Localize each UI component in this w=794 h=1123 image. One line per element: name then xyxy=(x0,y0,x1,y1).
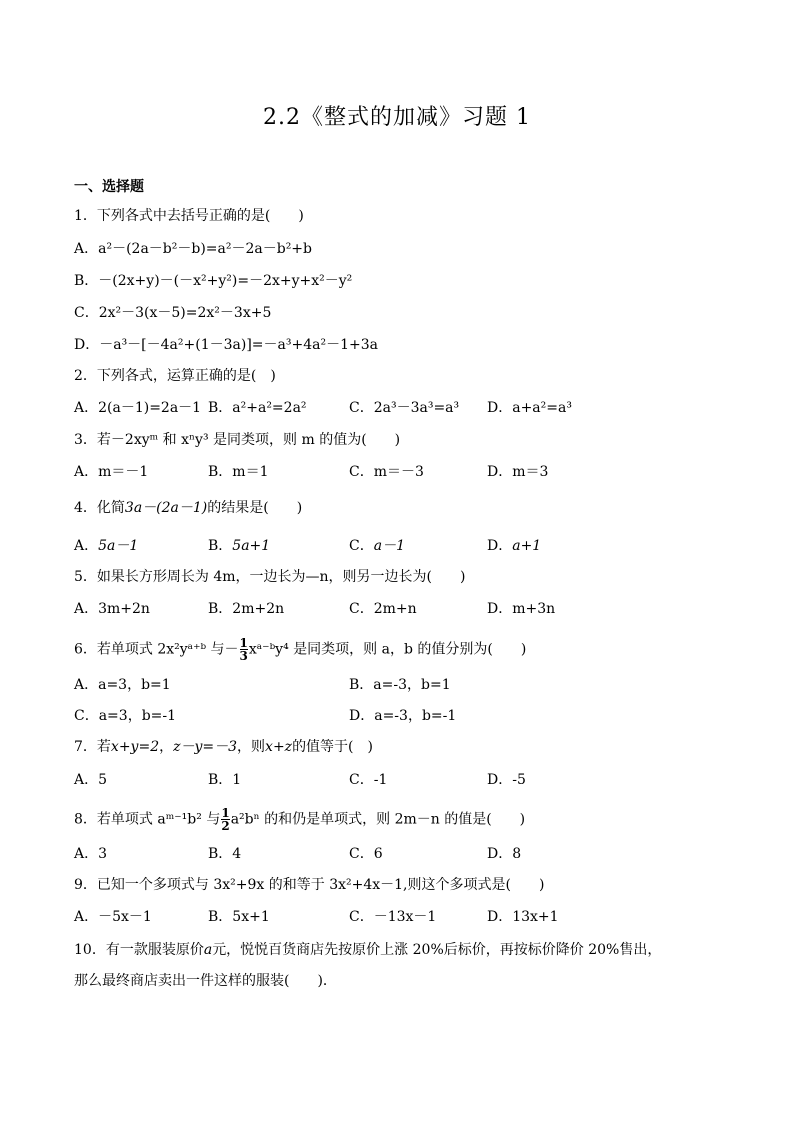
question-6-option-a: A．a=3，b=1 xyxy=(74,677,171,693)
question-6-stem-prefix: 6．若单项式 2x²yᵃ⁺ᵇ 与－ xyxy=(74,641,239,658)
question-7-stem xyxy=(74,738,373,756)
question-7-option-d: D．-5 xyxy=(487,772,526,788)
question-6-option-c: C．a=3，b=-1 xyxy=(74,708,177,724)
question-7-option-a: A．5 xyxy=(74,772,108,788)
question-1-option-c: C．2x²－3(x－5)=2x²－3x+5 xyxy=(74,305,272,321)
question-4-option-c-label: C． xyxy=(349,538,374,554)
question-7-expression-3: x+z xyxy=(265,739,293,755)
question-4-option-d-label: D． xyxy=(487,538,513,554)
question-3-option-a: A．m＝－1 xyxy=(74,464,149,480)
question-6-fraction-denominator: 3 xyxy=(239,649,248,663)
question-9-option-b: B．5x+1 xyxy=(208,909,270,925)
question-6-option-b: B．a=-3，b=1 xyxy=(349,677,451,693)
question-5-option-b: B．2m+2n xyxy=(208,601,285,617)
question-5-stem: 5．如果长方形周长为 4m，一边长为—n，则另一边长为( ) xyxy=(74,569,466,585)
question-8-option-d: D．8 xyxy=(487,846,522,862)
question-7-separator-1: ， xyxy=(159,739,174,755)
question-4-expression: 3a－(2a－1) xyxy=(124,500,208,516)
question-8-fraction xyxy=(221,807,229,832)
question-9-stem: 9．已知一个多项式与 3x²+9x 的和等于 3x²+4x－1,则这个多项式是( ) xyxy=(74,877,545,893)
question-2-option-b: B．a²+a²=2a² xyxy=(208,400,307,416)
question-7-option-c: C．-1 xyxy=(349,772,388,788)
question-7-stem-prefix: 7．若 xyxy=(74,739,111,755)
question-2-option-c: C．2a³－3a³=a³ xyxy=(349,400,460,416)
question-8-fraction-numerator: 1 xyxy=(221,806,230,820)
question-10-suffix: 元，悦悦百货商店先按原价上涨 20%后标价，再按标价降价 20%售出， xyxy=(212,942,662,958)
page-title: 2.2《整式的加减》习题 1 xyxy=(263,105,531,130)
question-7-expression-1: x+y=2 xyxy=(110,739,160,755)
question-1-stem: 1．下列各式中去括号正确的是( ) xyxy=(74,208,304,224)
question-5-option-a: A．3m+2n xyxy=(74,601,150,617)
question-1-option-b: B．－(2x+y)－(－x²+y²)=－2x+y+x²－y² xyxy=(74,273,353,289)
section-heading: 一、选择题 xyxy=(74,179,144,195)
question-8-stem xyxy=(74,807,525,832)
question-7-option-b: B．1 xyxy=(208,772,242,788)
question-6-fraction-numerator: 1 xyxy=(239,636,248,650)
question-6-fraction xyxy=(240,637,248,662)
question-7-separator-2: ，则 xyxy=(237,739,266,755)
question-3-option-d: D．m＝3 xyxy=(487,464,549,480)
question-4-stem xyxy=(74,499,302,517)
question-4-option-d xyxy=(487,537,541,555)
question-8-option-a: A．3 xyxy=(74,846,108,862)
question-3-option-c: C．m＝－3 xyxy=(349,464,424,480)
question-2-option-d: D．a+a²=a³ xyxy=(487,400,572,416)
question-4-option-c xyxy=(349,537,405,555)
question-4-option-c-expr: a－1 xyxy=(373,538,405,554)
question-3-option-b: B．m＝1 xyxy=(208,464,269,480)
question-4-option-b xyxy=(208,537,270,555)
question-4-option-b-label: B． xyxy=(208,538,233,554)
question-9-option-d: D．13x+1 xyxy=(487,909,559,925)
question-4-option-b-expr: 5a+1 xyxy=(232,538,271,554)
question-10-prefix: 10．有一款服装原价 xyxy=(74,942,204,958)
question-4-stem-suffix: 的结果是( ) xyxy=(207,500,303,516)
question-4-stem-prefix: 4．化简 xyxy=(74,500,125,516)
question-8-fraction-denominator: 2 xyxy=(221,819,230,833)
question-4-option-a-expr: 5a－1 xyxy=(98,538,139,554)
question-9-option-a: A．－5x－1 xyxy=(74,909,152,925)
question-6-stem-suffix: xᵃ⁻ᵇy⁴ 是同类项，则 a，b 的值分别为( ) xyxy=(248,641,527,658)
question-8-stem-suffix: a²bⁿ 的和仍是单项式，则 2m－n 的值是( ) xyxy=(230,811,526,828)
question-4-option-a xyxy=(74,537,138,555)
question-2-option-a: A．2(a－1)=2a－1 xyxy=(74,400,202,416)
question-10-line-2: 那么最终商店卖出一件这样的服装( )． xyxy=(74,973,337,989)
question-6-stem xyxy=(74,637,526,662)
question-7-expression-2: z－y=－3 xyxy=(173,739,238,755)
question-3-stem: 3．若－2xyᵐ 和 xⁿy³ 是同类项，则 m 的值为( ) xyxy=(74,432,401,448)
question-9-option-c: C．－13x－1 xyxy=(349,909,437,925)
question-8-option-c: C．6 xyxy=(349,846,383,862)
question-2-stem: 2．下列各式，运算正确的是( ) xyxy=(74,368,276,384)
question-10-line-1 xyxy=(74,941,661,959)
question-6-option-d: D．a=-3，b=-1 xyxy=(349,708,457,724)
question-1-option-d: D．－a³－[－4a²+(1－3a)]=－a³+4a²－1+3a xyxy=(74,337,378,353)
question-5-option-c: C．2m+n xyxy=(349,601,417,617)
question-4-option-d-expr: a+1 xyxy=(512,538,542,554)
question-4-option-a-label: A． xyxy=(74,538,99,554)
question-1-option-a: A．a²－(2a－b²－b)=a²－2a－b²+b xyxy=(74,241,312,257)
question-5-option-d: D．m+3n xyxy=(487,601,556,617)
question-8-option-b: B．4 xyxy=(208,846,242,862)
question-10-variable: a xyxy=(203,942,213,958)
question-8-stem-prefix: 8．若单项式 aᵐ⁻¹b² 与 xyxy=(74,811,221,828)
question-7-stem-suffix: 的值等于( ) xyxy=(292,739,373,755)
